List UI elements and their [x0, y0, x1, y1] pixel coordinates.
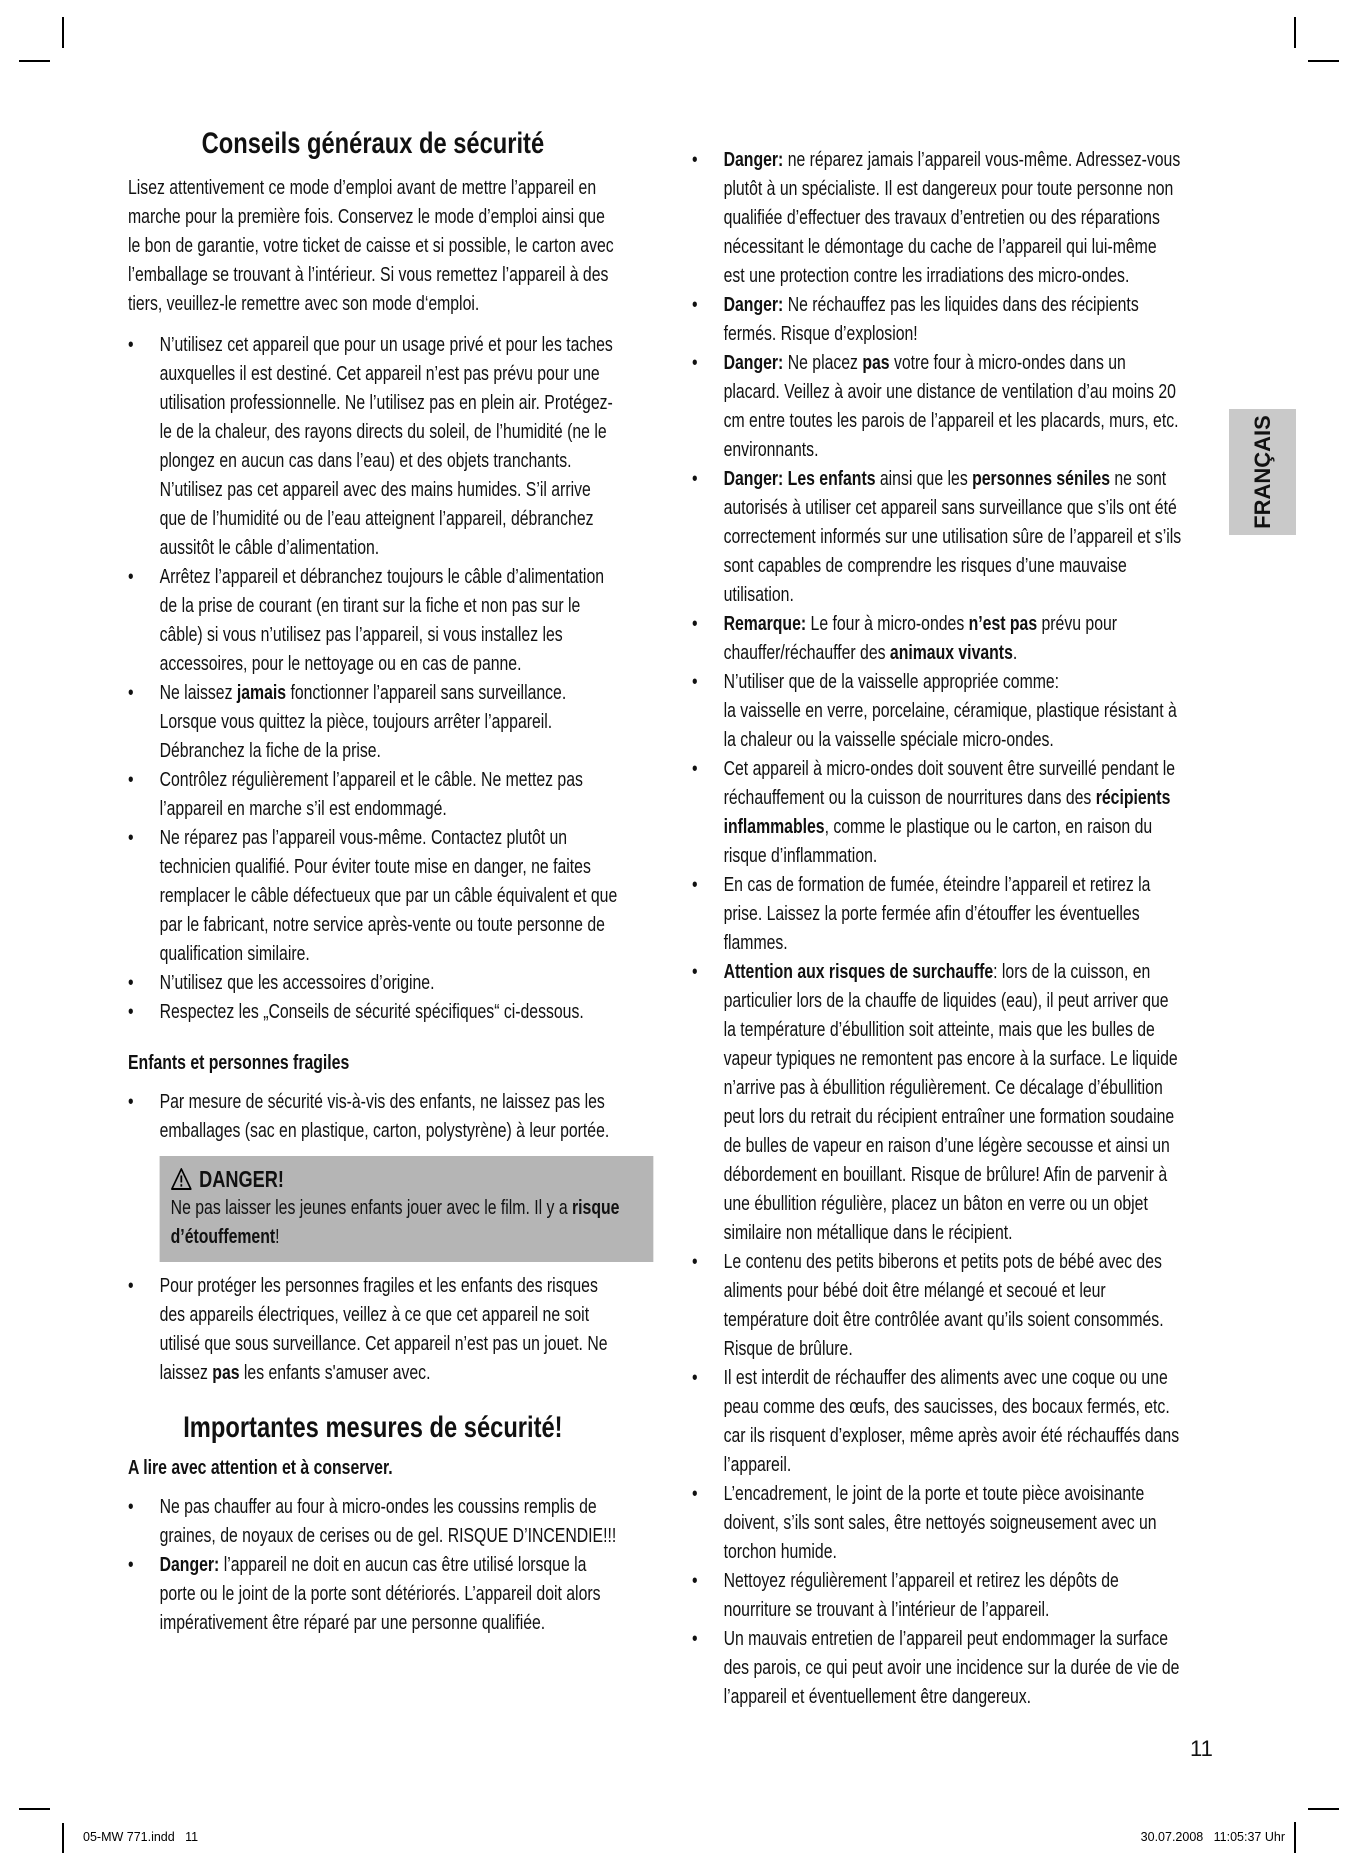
bullet-dot: •	[128, 1001, 134, 1023]
crop-mark	[62, 1823, 64, 1853]
crop-mark	[19, 60, 50, 62]
list-item-text: Remarque: Le four à micro-ondes n’est pas prévu pour chauffer/réchauffer des animaux vivants.	[723, 613, 1118, 664]
list-item	[692, 291, 1182, 349]
list-item-text: Ne réparez pas l’appareil vous-même. Contactez plutôt un technicien qualifié. Pour éviter toute mise en danger, ne faites remplacer le câble défectueux que par un câble équivalent et que par le fabricant, notre service après-vente ou toute personne de qualification similaire.	[159, 827, 618, 965]
bullet-dot: •	[128, 334, 134, 356]
bullet-dot: •	[128, 1554, 134, 1576]
list-item	[128, 1493, 618, 1551]
crop-mark	[1308, 60, 1339, 62]
list-item-text: Respectez les „Conseils de sécurité spécifiques“ ci-dessous.	[159, 1001, 584, 1023]
list-item	[692, 755, 1182, 871]
bullet-list	[128, 331, 618, 1027]
bullet-list	[128, 1493, 618, 1638]
language-tab-label: FRANÇAIS	[1249, 415, 1275, 529]
page-number: 11	[1190, 1736, 1213, 1761]
list-item	[128, 766, 618, 824]
bullet-dot: •	[692, 1570, 698, 1592]
bullet-dot: •	[692, 294, 698, 316]
list-item-text: Nettoyez régulièrement l’appareil et retirez les dépôts de nourriture se trouvant à l’intérieur de l’appareil.	[723, 1570, 1119, 1621]
list-item	[128, 1551, 618, 1638]
bullet-dot: •	[128, 1496, 134, 1518]
list-item-text: N’utiliser que de la vaisselle appropriée comme: la vaisselle en verre, porcelaine, céramique, plastique résistant à la chaleur ou la vaisselle spéciale micro-ondes.	[723, 671, 1177, 751]
danger-box-title	[171, 1164, 643, 1194]
language-tab	[1229, 409, 1296, 535]
crop-mark	[1308, 1808, 1339, 1810]
list-item	[692, 668, 1182, 755]
list-item	[692, 1364, 1182, 1480]
footer-timestamp: 30.07.2008 11:05:37 Uhr	[1140, 1830, 1285, 1844]
bullet-dot: •	[692, 874, 698, 896]
bullet-dot: •	[692, 1628, 698, 1650]
bullet-dot: •	[128, 682, 134, 704]
list-item	[128, 679, 618, 766]
crop-mark	[62, 17, 64, 48]
right-column	[692, 146, 1182, 1712]
list-item	[128, 824, 618, 969]
list-item-text: Ne laissez jamais fonctionner l’appareil sans surveillance. Lorsque vous quittez la pièce, toujours arrêter l’appareil. Débranchez la fiche de la prise.	[159, 682, 567, 762]
bullet-dot: •	[692, 468, 698, 490]
bullet-dot: •	[692, 1251, 698, 1273]
section-title: Conseils généraux de sécurité	[201, 127, 545, 160]
list-item-text: Il est interdit de réchauffer des aliments avec une coque ou une peau comme des œufs, des saucisses, des bocaux fermés, etc. car ils risquent d’exploser, même après avoir été réchauffés dans l’appareil.	[723, 1367, 1180, 1476]
list-item	[692, 871, 1182, 958]
list-item-text: Un mauvais entretien de l’appareil peut endommager la surface des parois, ce qui peut avoir une incidence sur la durée de vie de l’appareil et éventuellement être dangereux.	[723, 1628, 1180, 1708]
bullet-dot: •	[128, 1091, 134, 1113]
bullet-dot: •	[692, 961, 698, 983]
warning-triangle-icon	[171, 1167, 192, 1191]
bullet-list	[128, 1272, 618, 1388]
subheading: Enfants et personnes fragiles	[128, 1052, 350, 1074]
list-item	[128, 969, 618, 998]
danger-box-text: Ne pas laisser les jeunes enfants jouer avec le film. Il y a risque d’étouffement!	[170, 1197, 620, 1248]
list-item-text: N’utilisez cet appareil que pour un usage privé et pour les taches auxquelles il est destiné. Cet appareil n’est pas prévu pour une utilisation professionnelle. Ne l’utilisez pas en plein air. Protégez-le de la chaleur, des rayons directs du soleil, de l’humidité (ne le plongez en aucun cas dans l’eau) et des objets tranchants. N’utilisez pas cet appareil avec des mains humides. S’il arrive que de l’humidité ou de l’eau atteignent l’appareil, débranchez aussitôt le câble d’alimentation.	[159, 334, 613, 559]
list-item	[692, 610, 1182, 668]
bullet-dot: •	[692, 149, 698, 171]
list-item-text: Danger: Ne placez pas votre four à micro-ondes dans un placard. Veillez à avoir une distance de ventilation d’au moins 20 cm entre toutes les parois de l’appareil et les placards, murs, etc. environnants.	[723, 352, 1179, 461]
crop-mark	[1294, 17, 1296, 48]
crop-mark	[19, 1808, 50, 1810]
bullet-list	[128, 1088, 618, 1146]
list-item	[692, 465, 1182, 610]
list-item-text: Ne pas chauffer au four à micro-ondes les coussins remplis de graines, de noyaux de cerises ou de gel. RISQUE D’INCENDIE!!!	[159, 1496, 617, 1547]
section-title: Importantes mesures de sécurité!	[183, 1411, 563, 1444]
crop-mark	[1294, 1822, 1296, 1853]
list-item	[128, 1272, 618, 1388]
list-item	[692, 349, 1182, 465]
bullet-dot: •	[128, 827, 134, 849]
list-item	[692, 1625, 1182, 1712]
bullet-dot: •	[128, 566, 134, 588]
danger-box-title-text: DANGER!	[199, 1166, 284, 1192]
list-item	[128, 331, 618, 563]
list-item-text: Cet appareil à micro-ondes doit souvent être surveillé pendant le réchauffement ou la cuisson de nourritures dans des récipients inflammables, comme le plastique ou le carton, en raison du risque d’inflammation.	[723, 758, 1176, 867]
list-item-text: N’utilisez que les accessoires d’origine.	[159, 972, 435, 994]
footer-file-name: 05-MW 771.indd 11	[83, 1830, 199, 1844]
bullet-dot: •	[692, 758, 698, 780]
list-item-text: En cas de formation de fumée, éteindre l’appareil et retirez la prise. Laissez la porte fermée afin d’étouffer les éventuelles flammes.	[723, 874, 1151, 954]
danger-warning-box	[160, 1156, 654, 1262]
list-item	[128, 998, 618, 1027]
list-item-text: L’encadrement, le joint de la porte et toute pièce avoisinante doivent, s’ils sont sales, être nettoyés soigneusement avec un torchon humide.	[723, 1483, 1157, 1563]
list-item	[692, 958, 1182, 1248]
list-item	[692, 1480, 1182, 1567]
list-item-text: Danger: l’appareil ne doit en aucun cas être utilisé lorsque la porte ou le joint de la porte sont détériorés. L’appareil doit alors impérativement être réparé par une personne qualifiée.	[159, 1554, 601, 1634]
list-item	[128, 1088, 618, 1146]
list-item	[692, 1567, 1182, 1625]
list-item-text: Danger: ne réparez jamais l’appareil vous-même. Adressez-vous plutôt à un spécialiste. Il est dangereux pour toute personne non qualifiée d’effectuer des travaux d’entretien ou des réparations nécessitant le démontage du cache de l’appareil qui lui-même est une protection contre les irradiations des micro-ondes.	[723, 149, 1181, 287]
list-item	[692, 146, 1182, 291]
list-item	[128, 563, 618, 679]
list-item-text: Le contenu des petits biberons et petits pots de bébé avec des aliments pour bébé doit être mélangé et secoué et leur température doit être contrôlée avant qu’ils soient consommés. Risque de brûlure.	[723, 1251, 1164, 1360]
list-item-text: Arrêtez l’appareil et débranchez toujours le câble d’alimentation de la prise de courant (en tirant sur la fiche et non pas sur le câble) si vous n’utilisez pas l’appareil, si vous installez les accessoires, pour le nettoyage ou en cas de panne.	[159, 566, 605, 675]
bullet-dot: •	[692, 352, 698, 374]
list-item-text: Danger: Les enfants ainsi que les personnes séniles ne sont autorisés à utiliser cet appareil sans surveillance que s’ils ont été correctement informés sur une utilisation sûre de l’appareil et s’ils sont capables de comprendre les risques d’une mauvaise utilisation.	[723, 468, 1182, 606]
bullet-dot: •	[128, 1275, 134, 1297]
bullet-dot: •	[128, 972, 134, 994]
bullet-dot: •	[692, 1483, 698, 1505]
list-item-text: Contrôlez régulièrement l’appareil et le câble. Ne mettez pas l’appareil en marche s’il est endommagé.	[159, 769, 583, 820]
bullet-dot: •	[128, 769, 134, 791]
list-item-text: Par mesure de sécurité vis-à-vis des enfants, ne laissez pas les emballages (sac en plastique, carton, polystyrène) à leur portée.	[159, 1091, 610, 1142]
bullet-dot: •	[692, 1367, 698, 1389]
paragraph: Lisez attentivement ce mode d’emploi avant de mettre l’appareil en marche pour la première fois. Conservez le mode d’emploi ainsi que le bon de garantie, votre ticket de caisse et si possible, le carton avec l’emballage se trouvant à l’intérieur. Si vous remettez l’appareil à des tiers, veuillez-le remettre avec son mode d‘emploi.	[128, 177, 614, 315]
left-column	[128, 126, 618, 1638]
list-item	[692, 1248, 1182, 1364]
list-item-text: Danger: Ne réchauffez pas les liquides dans des récipients fermés. Risque d’explosion!	[723, 294, 1139, 345]
bullet-dot: •	[692, 671, 698, 693]
bullet-dot: •	[692, 613, 698, 635]
bullet-list	[692, 146, 1182, 1712]
subheading: A lire avec attention et à conserver.	[128, 1457, 393, 1479]
list-item-text: Attention aux risques de surchauffe: lors de la cuisson, en particulier lors de la chauffe de liquides (eau), il peut arriver que la température d’ébullition soit atteinte, mais que les bulles de vapeur typiques ne remontent pas encore à la surface. Le liquide n’arrive pas à ébullition régulièrement. Ce décalage d’ébullition peut lors du retrait du récipient entraîner une formation soudaine de bulles de vapeur en raison d’une légère secousse et ainsi un débordement en bouillant. Risque de brûlure! Afin de parvenir à une ébullition régulière, placez un bâton en verre ou un objet similaire non métallique dans le récipient.	[723, 961, 1178, 1244]
list-item-text: Pour protéger les personnes fragiles et les enfants des risques des appareils électriques, veillez à ce que cet appareil ne soit utilisé que sous surveillance. Cet appareil n’est pas un jouet. Ne laissez pas les enfants s'amuser avec.	[159, 1275, 608, 1384]
